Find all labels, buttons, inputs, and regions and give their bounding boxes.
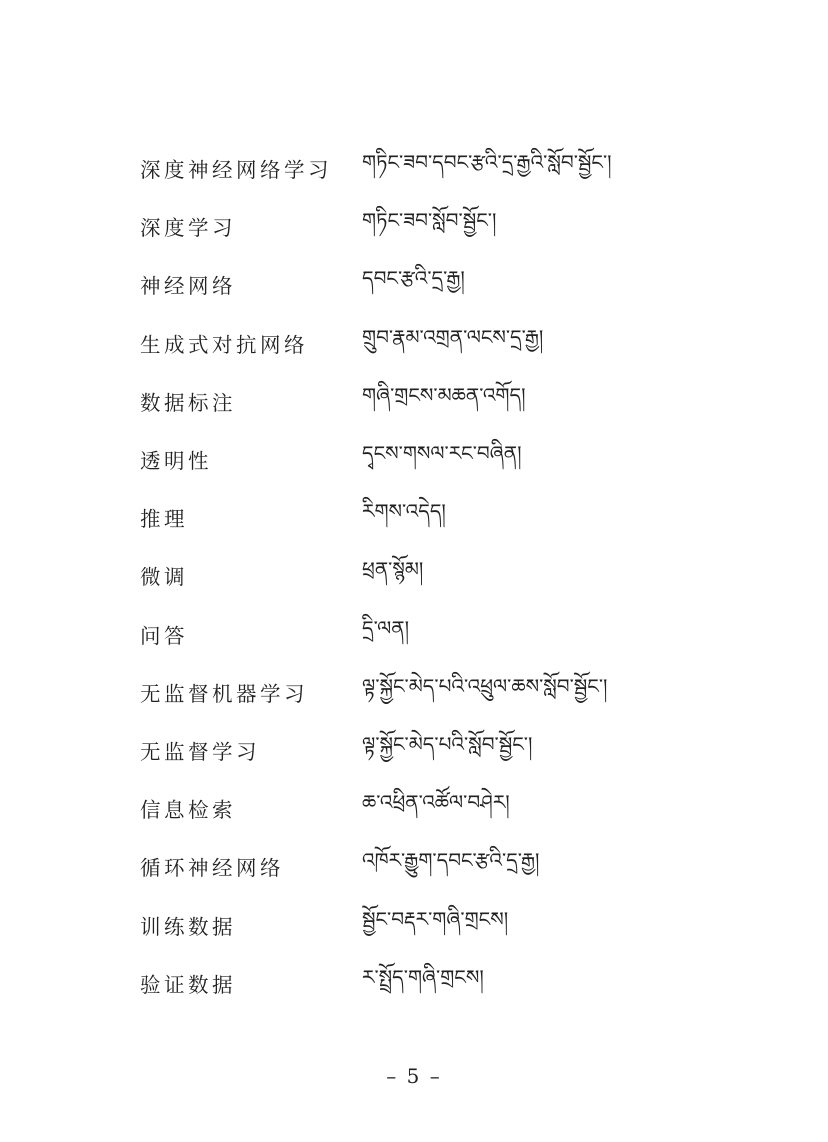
tibetan-term: གཞི་གྲངས་མཆན་འགོད།	[362, 382, 526, 407]
glossary-list	[140, 139, 760, 1012]
tibetan-term: ལྟ་སྐྱོང་མེད་པའི་སློབ་སྦྱོང་།	[362, 731, 533, 756]
chinese-term: 微调	[140, 565, 188, 590]
tibetan-term: དབང་རྩའི་དྲ་རྒྱ།	[362, 266, 465, 291]
tibetan-term: ར་སྤྲོད་གཞི་གྲངས།	[362, 964, 484, 989]
chinese-term: 生成式对抗网络	[140, 332, 308, 357]
page-number: – 5 –	[386, 1064, 442, 1088]
glossary-row	[140, 488, 760, 546]
chinese-term: 数据标注	[140, 390, 236, 415]
glossary-row	[140, 895, 760, 953]
tibetan-term: སྦྱོང་བརྡར་གཞི་གྲངས།	[362, 906, 509, 931]
tibetan-term: རིགས་འདེད།	[362, 499, 446, 524]
chinese-term: 信息检索	[140, 798, 236, 823]
glossary-row	[140, 779, 760, 837]
glossary-row	[140, 837, 760, 895]
tibetan-term: ལྟ་སྐྱོང་མེད་པའི་འཕྲུལ་ཆས་སློབ་སྦྱོང་།	[362, 673, 608, 698]
chinese-term: 深度学习	[140, 216, 236, 241]
tibetan-term: གཏིང་ཟབ་དབང་རྩའི་དྲ་རྒྱའི་སློབ་སྦྱོང་།	[362, 150, 612, 175]
tibetan-term: གྲུབ་རྣམ་འགྲན་ལངས་དྲ་རྒྱ།	[362, 324, 544, 349]
tibetan-term: གཏིང་ཟབ་སློབ་སྦྱོང་།	[362, 208, 497, 233]
chinese-term: 验证数据	[140, 972, 236, 997]
glossary-row	[140, 314, 760, 372]
glossary-row	[140, 663, 760, 721]
chinese-term: 无监督学习	[140, 739, 260, 764]
tibetan-term: ཆ་འཕྲིན་འཚོལ་བཤེར།	[362, 790, 510, 815]
glossary-row	[140, 721, 760, 779]
tibetan-term: དྲི་ལན།	[362, 615, 410, 640]
chinese-term: 无监督机器学习	[140, 681, 308, 706]
tibetan-term: འཁོར་རྒྱུག་དབང་རྩའི་དྲ་རྒྱ།	[362, 848, 540, 873]
tibetan-term: ཕྲན་སྙོམ།	[362, 557, 424, 582]
glossary-row	[140, 255, 760, 313]
glossary-row	[140, 605, 760, 663]
tibetan-term: དྭངས་གསལ་རང་བཞིན།	[362, 441, 522, 466]
glossary-row	[140, 430, 760, 488]
chinese-term: 循环神经网络	[140, 856, 284, 881]
chinese-term: 推理	[140, 507, 188, 532]
chinese-term: 深度神经网络学习	[140, 158, 332, 183]
chinese-term: 透明性	[140, 449, 212, 474]
glossary-row	[140, 197, 760, 255]
chinese-term: 神经网络	[140, 274, 236, 299]
chinese-term: 训练数据	[140, 914, 236, 939]
glossary-row	[140, 546, 760, 604]
chinese-term: 问答	[140, 623, 188, 648]
glossary-row	[140, 954, 760, 1012]
glossary-row	[140, 139, 760, 197]
glossary-row	[140, 372, 760, 430]
